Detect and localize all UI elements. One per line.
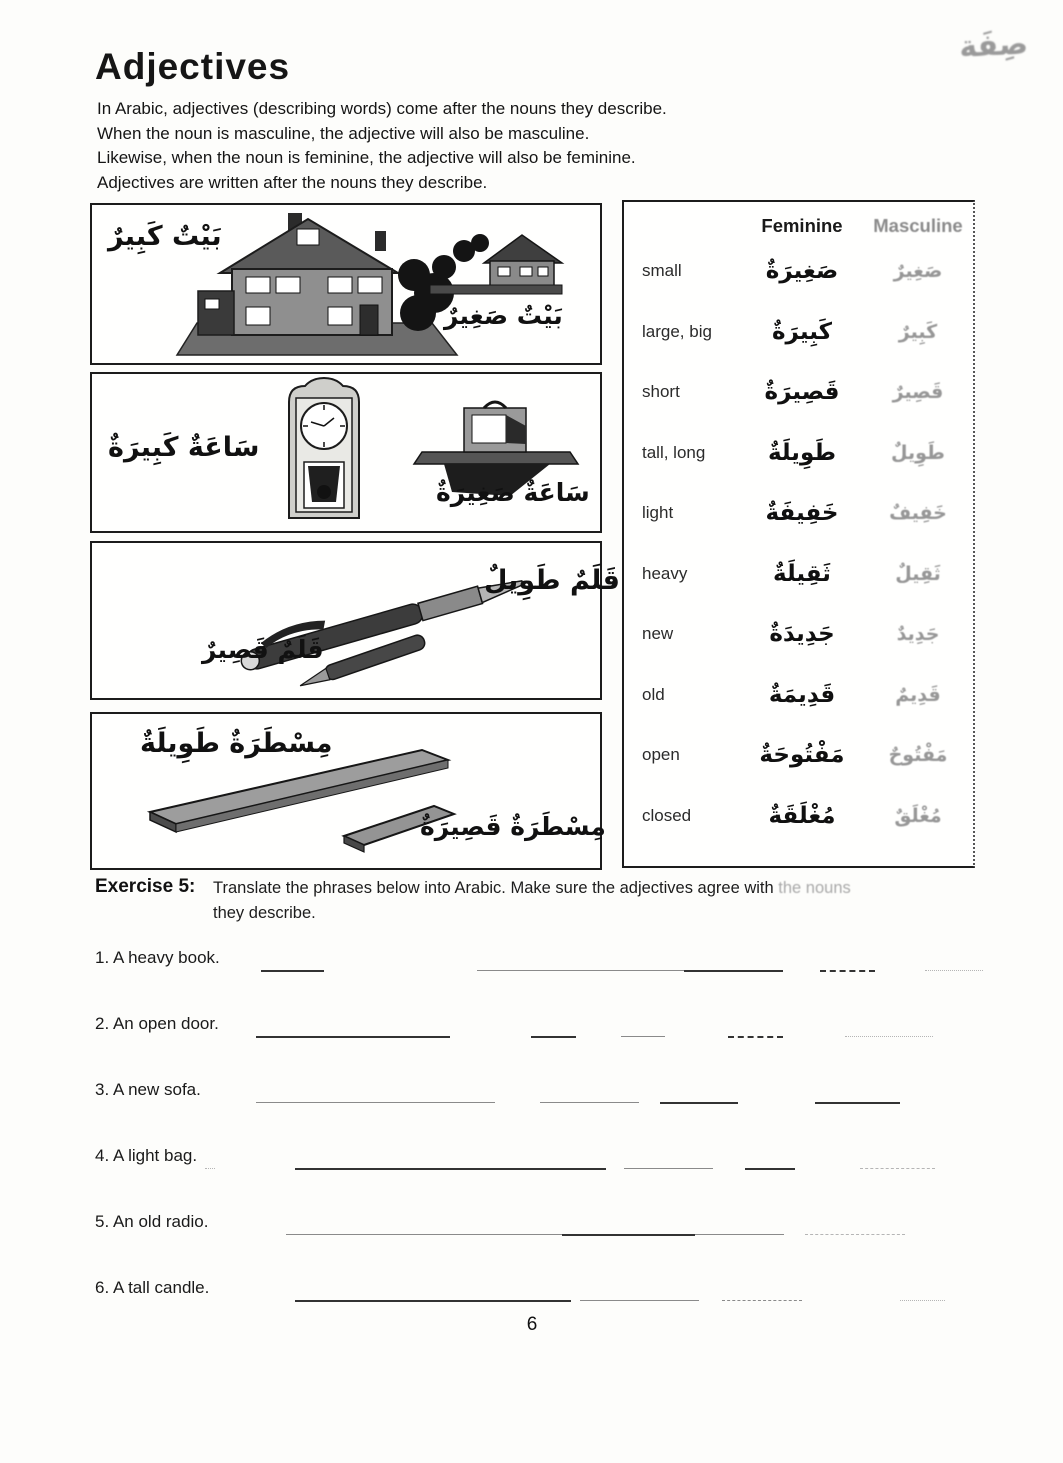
- answer-blank-line: [295, 1300, 571, 1302]
- label-short-ruler: مِسْطَرَةٌ قَصِيرَةٌ: [420, 812, 606, 841]
- exercise-instructions: [213, 876, 851, 926]
- feminine-word: جَدِيدَةٌ: [769, 621, 835, 648]
- feminine-word: مَفْتُوحَةٌ: [759, 742, 845, 769]
- answer-blank-line: [531, 1036, 576, 1038]
- answer-blank-line: [205, 1168, 215, 1169]
- page-number: 6: [526, 1314, 538, 1335]
- exercise-item-text: 5. An old radio.: [95, 1212, 209, 1231]
- exercise-item-4: [95, 1146, 985, 1186]
- answer-blank-line: [562, 1234, 695, 1236]
- instruction-main: Translate the phrases below into Arabic. Make sure the adjectives agree with: [213, 879, 779, 897]
- table-row: [624, 725, 973, 786]
- corner-arabic-word: صِفَة: [958, 26, 1029, 65]
- english-word: old: [642, 684, 665, 704]
- label-small-clock: سَاعَةٌ صَغِيرَةٌ: [436, 478, 590, 507]
- answer-blank-line: [286, 1234, 562, 1235]
- masculine-word: مُغْلَقٌ: [894, 804, 942, 827]
- masculine-word: طَوِيلٌ: [891, 441, 945, 464]
- label-big-house: بَيْتٌ كَبِيرٌ: [108, 221, 222, 252]
- answer-blank-line: [540, 1102, 639, 1103]
- table-row: [624, 786, 973, 847]
- exercise-item-1: [95, 948, 985, 988]
- masculine-word: قَصِيرٌ: [892, 381, 944, 404]
- answer-blank-line: [621, 1036, 665, 1037]
- table-row: [624, 302, 973, 363]
- answer-blank-line: [684, 970, 783, 972]
- instruction-line2: they describe.: [213, 904, 316, 922]
- answer-blank-line: [660, 1102, 738, 1104]
- masculine-word: قَدِيمٌ: [895, 683, 941, 706]
- intro-line: When the noun is masculine, the adjective will also be masculine.: [97, 123, 590, 143]
- answer-blank-line: [745, 1168, 795, 1170]
- answer-blank-line: [477, 970, 684, 971]
- answer-blank-line: [722, 1300, 802, 1301]
- answer-blank-line: [695, 1234, 784, 1235]
- large-house: [198, 213, 398, 335]
- table-row: [624, 362, 973, 423]
- grandfather-clock: [289, 378, 359, 518]
- exercise-item-6: [95, 1278, 985, 1318]
- label-long-ruler: مِسْطَرَةٌ طَوِيلَةٌ: [140, 728, 333, 759]
- masculine-word: صَغِيرٌ: [893, 260, 943, 283]
- intro-paragraph: [97, 97, 797, 195]
- page-title: Adjectives: [95, 46, 291, 87]
- masculine-word: مَفْتُوحٌ: [888, 744, 948, 767]
- table-row: [624, 241, 973, 302]
- answer-blank-line: [295, 1168, 606, 1170]
- masculine-word: كَبِيرٌ: [898, 320, 938, 343]
- feminine-word: ثَقِيلَةٌ: [773, 560, 831, 587]
- intro-line: In Arabic, adjectives (describing words) come after the nouns they describe.: [97, 99, 667, 118]
- exercise-item-text: 4. A light bag.: [95, 1146, 198, 1165]
- masculine-word: خَفِيفٌ: [889, 502, 947, 525]
- intro-line: Likewise, when the noun is feminine, the adjective will also be feminine.: [97, 148, 636, 167]
- answer-blank-line: [820, 970, 875, 972]
- label-big-clock: سَاعَةٌ كَبِيرَةٌ: [108, 432, 260, 463]
- answer-blank-line: [805, 1234, 905, 1235]
- exercise-label: Exercise 5:: [95, 876, 196, 897]
- example-box-houses: [90, 203, 602, 365]
- exercise-item-3: [95, 1080, 985, 1120]
- answer-blank-line: [256, 1102, 495, 1103]
- feminine-word: خَفِيفَةٌ: [765, 500, 839, 527]
- english-word: closed: [642, 805, 692, 825]
- english-word: new: [642, 624, 674, 644]
- english-word: short: [642, 382, 680, 402]
- masculine-header: Masculine: [873, 215, 963, 236]
- example-box-rulers: [90, 712, 606, 870]
- feminine-word: طَوِيلَةٌ: [767, 439, 837, 466]
- english-word: large, big: [642, 321, 712, 341]
- answer-blank-line: [728, 1036, 783, 1038]
- exercise-item-text: 6. A tall candle.: [95, 1278, 210, 1297]
- exercise-item-text: 2. An open door.: [95, 1014, 219, 1033]
- english-word: open: [642, 745, 680, 765]
- example-box-clocks: [90, 372, 602, 533]
- table-row: [624, 423, 973, 484]
- exercise-item-5: [95, 1212, 985, 1252]
- feminine-word: قَدِيمَةٌ: [768, 681, 836, 708]
- feminine-word: صَغِيرَةٌ: [765, 258, 839, 285]
- answer-blank-line: [256, 1036, 450, 1038]
- feminine-word: قَصِيرَةٌ: [764, 379, 840, 406]
- table-rows: [624, 241, 973, 846]
- answer-blank-line: [925, 970, 983, 971]
- label-small-house: بَيْتٌ صَغِيرٌ: [444, 301, 563, 330]
- exercise-item-text: 1. A heavy book.: [95, 948, 220, 967]
- english-word: heavy: [642, 563, 688, 583]
- english-word: small: [642, 261, 682, 281]
- masculine-word: جَدِيدٌ: [896, 623, 940, 646]
- english-word: tall, long: [642, 442, 706, 462]
- table-row: [624, 544, 973, 605]
- label-long-pen: قَلَمٌ طَوِيلٌ: [484, 565, 620, 596]
- answer-blank-line: [580, 1300, 699, 1301]
- masculine-word: ثَقِيلٌ: [895, 562, 941, 585]
- answer-blank-line: [815, 1102, 900, 1104]
- table-header-row: [624, 215, 973, 237]
- exercise-item-text: 3. A new sofa.: [95, 1080, 201, 1099]
- answer-blank-line: [845, 1036, 933, 1037]
- answer-blank-line: [624, 1168, 713, 1169]
- feminine-word: مُغْلَقَةٌ: [768, 802, 836, 829]
- exercise-heading: [95, 876, 975, 926]
- answer-blank-line: [261, 970, 324, 972]
- feminine-word: كَبِيرَةٌ: [771, 318, 833, 345]
- adjective-table: [622, 200, 975, 868]
- table-row: [624, 604, 973, 665]
- exercise-item-2: [95, 1014, 985, 1054]
- answer-blank-line: [860, 1168, 935, 1169]
- intro-line: Adjectives are written after the nouns they describe.: [97, 172, 488, 192]
- answer-blank-line: [900, 1300, 945, 1301]
- instruction-faded-tail: the nouns: [778, 879, 851, 897]
- label-short-pen: قَلَمٌ قَصِيرٌ: [202, 635, 324, 664]
- example-box-pens: [90, 541, 620, 700]
- english-word: light: [642, 503, 674, 523]
- table-row: [624, 483, 973, 544]
- table-row: [624, 665, 973, 726]
- feminine-header: Feminine: [761, 215, 843, 236]
